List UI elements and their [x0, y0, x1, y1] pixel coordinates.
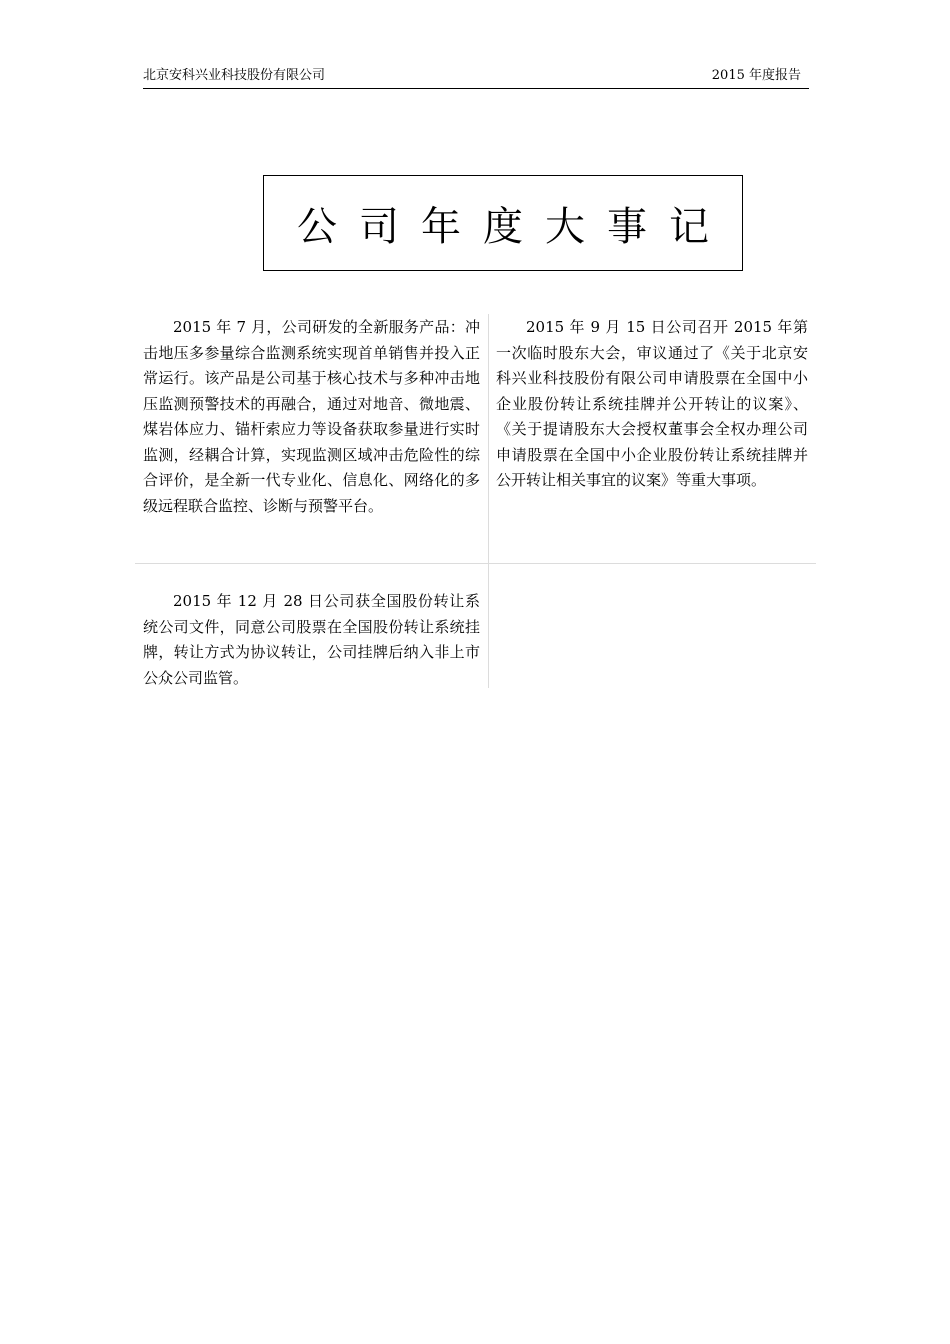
page-title: 公司年度大事记 — [297, 203, 731, 250]
row-divider — [135, 563, 816, 564]
header-report-title: 2015 年度报告 — [711, 68, 801, 83]
header-company-name: 北京安科兴业科技股份有限公司 — [143, 68, 326, 83]
column-divider — [488, 314, 489, 688]
page-header — [143, 66, 809, 89]
event-item-product-launch: 2015 年 7 月，公司研发的全新服务产品：冲击地压多参量综合监测系统实现首单销售并投入正常运行。该产品是公司基于核心技术与多种冲击地压监测预警技术的再融合，通过对地音、微地震、煤岩体应力、锚杆索应力等设备获取参量进行实时监测，经耦合计算，实现监测区域冲击危险性的综合评价，是全新一代专业化、信息化、网络化的多级远程联合监控、诊断与预警平台。 — [143, 318, 480, 515]
title-box — [263, 175, 743, 271]
event-item-shareholder-meeting: 2015 年 9 月 15 日公司召开 2015 年第一次临时股东大会，审议通过了《关于北京安科兴业科技股份有限公司申请股票在全国中小企业股份转让系统挂牌并公开转让的议案》、《关于提请股东大会授权董事会全权办理公司申请股票在全国中小企业股份转让系统挂牌并公开转让相关事宜的议案》等重大事项。 — [496, 318, 808, 489]
event-item-listing-approval: 2015 年 12 月 28 日公司获全国股份转让系统公司文件，同意公司股票在全国股份转让系统挂牌，转让方式为协议转让，公司挂牌后纳入非上市公众公司监管。 — [143, 592, 480, 687]
